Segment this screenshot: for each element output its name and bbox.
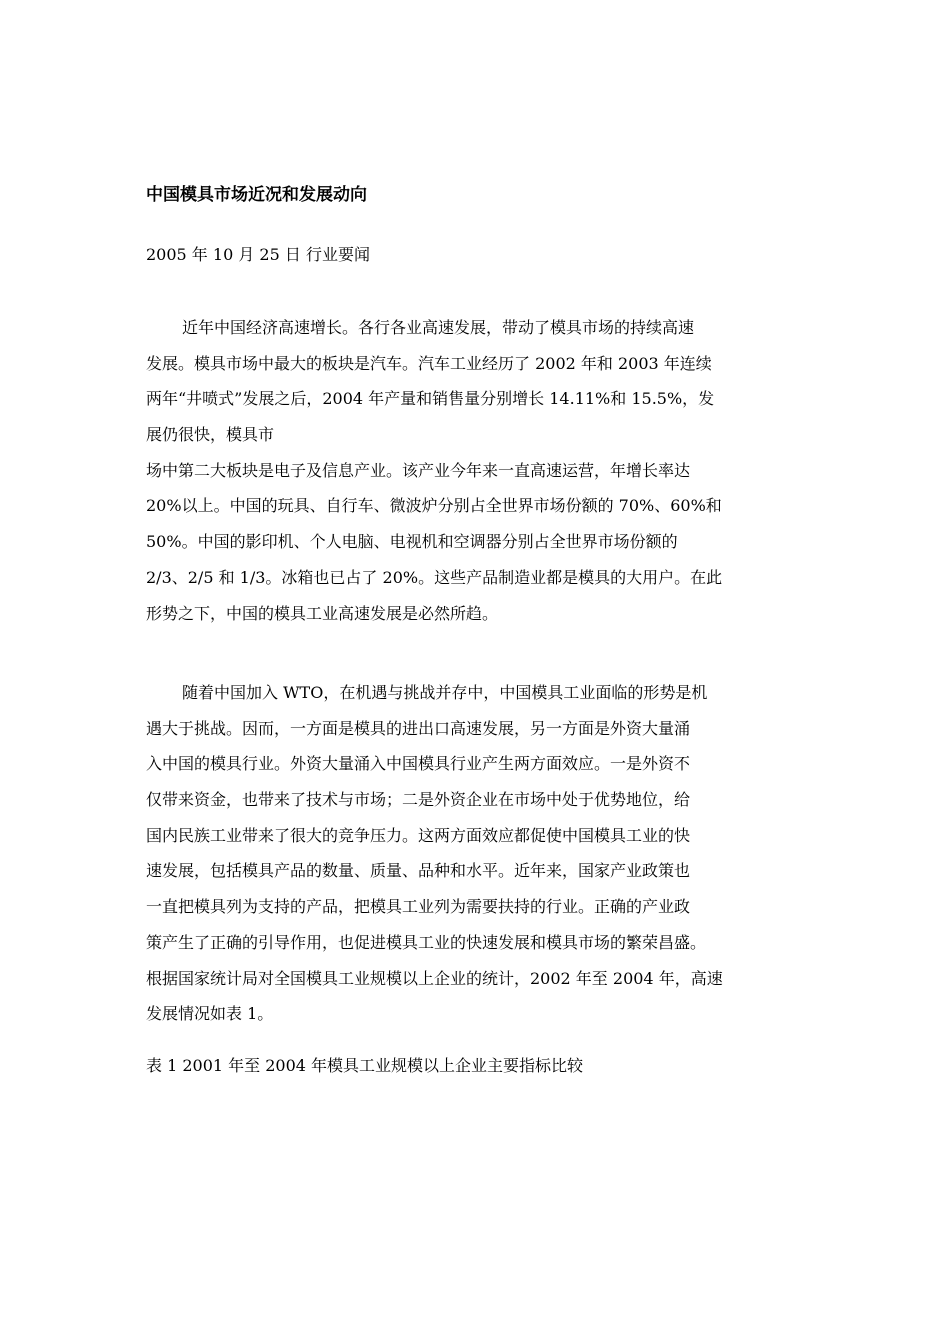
paragraph-line: 国内民族工业带来了很大的竞争压力。这两方面效应都促使中国模具工业的快	[146, 825, 691, 845]
paragraph-line: 仅带来资金，也带来了技术与市场；二是外资企业在市场中处于优势地位，给	[146, 790, 691, 810]
paragraph-line: 随着中国加入 WTO，在机遇与挑战并存中，中国模具工业面临的形势是机	[182, 683, 708, 702]
table-caption: 表 1 2001 年至 2004 年模具工业规模以上企业主要指标比较	[146, 1056, 584, 1075]
paragraph-1	[146, 310, 826, 631]
paragraph-line: 20%以上。中国的玩具、自行车、微波炉分别占全世界市场份额的 70%、60%和	[146, 496, 722, 516]
paragraph-line: 策产生了正确的引导作用，也促进模具工业的快速发展和模具市场的繁荣昌盛。	[146, 932, 707, 952]
paragraph-line: 入中国的模具行业。外资大量涌入中国模具行业产生两方面效应。一是外资不	[146, 754, 691, 774]
paragraph-line: 50%。中国的影印机、个人电脑、电视机和空调器分别占全世界市场份额的	[146, 532, 678, 552]
paragraph-line: 形势之下，中国的模具工业高速发展是必然所趋。	[146, 603, 499, 623]
paragraph-line: 场中第二大板块是电子及信息产业。该产业今年来一直高速运营，年增长率达	[146, 460, 691, 480]
article-title: 中国模具市场近况和发展动向	[146, 185, 367, 205]
article-date-category: 2005 年 10 月 25 日 行业要闻	[146, 245, 370, 264]
paragraph-line: 遇大于挑战。因而，一方面是模具的进出口高速发展，另一方面是外资大量涌	[146, 718, 691, 738]
paragraph-line: 两年“井喷式”发展之后，2004 年产量和销售量分别增长 14.11%和 15.5%，发	[146, 389, 715, 409]
paragraph-line: 发展情况如表 1。	[146, 1004, 274, 1024]
paragraph-line: 根据国家统计局对全国模具工业规模以上企业的统计，2002 年至 2004 年，高速	[146, 968, 723, 988]
paragraph-2	[146, 675, 826, 1032]
paragraph-line: 近年中国经济高速增长。各行各业高速发展，带动了模具市场的持续高速	[182, 318, 695, 337]
paragraph-line: 2/3、2/5 和 1/3。冰箱也已占了 20%。这些产品制造业都是模具的大用户。在此	[146, 567, 723, 587]
paragraph-line: 一直把模具列为支持的产品，把模具工业列为需要扶持的行业。正确的产业政	[146, 897, 691, 917]
paragraph-line: 发展。模具市场中最大的板块是汽车。汽车工业经历了 2002 年和 2003 年连续	[146, 353, 712, 373]
paragraph-line: 展仍很快，模具市	[146, 425, 275, 445]
paragraph-line: 速发展，包括模具产品的数量、质量、品种和水平。近年来，国家产业政策也	[146, 861, 691, 881]
